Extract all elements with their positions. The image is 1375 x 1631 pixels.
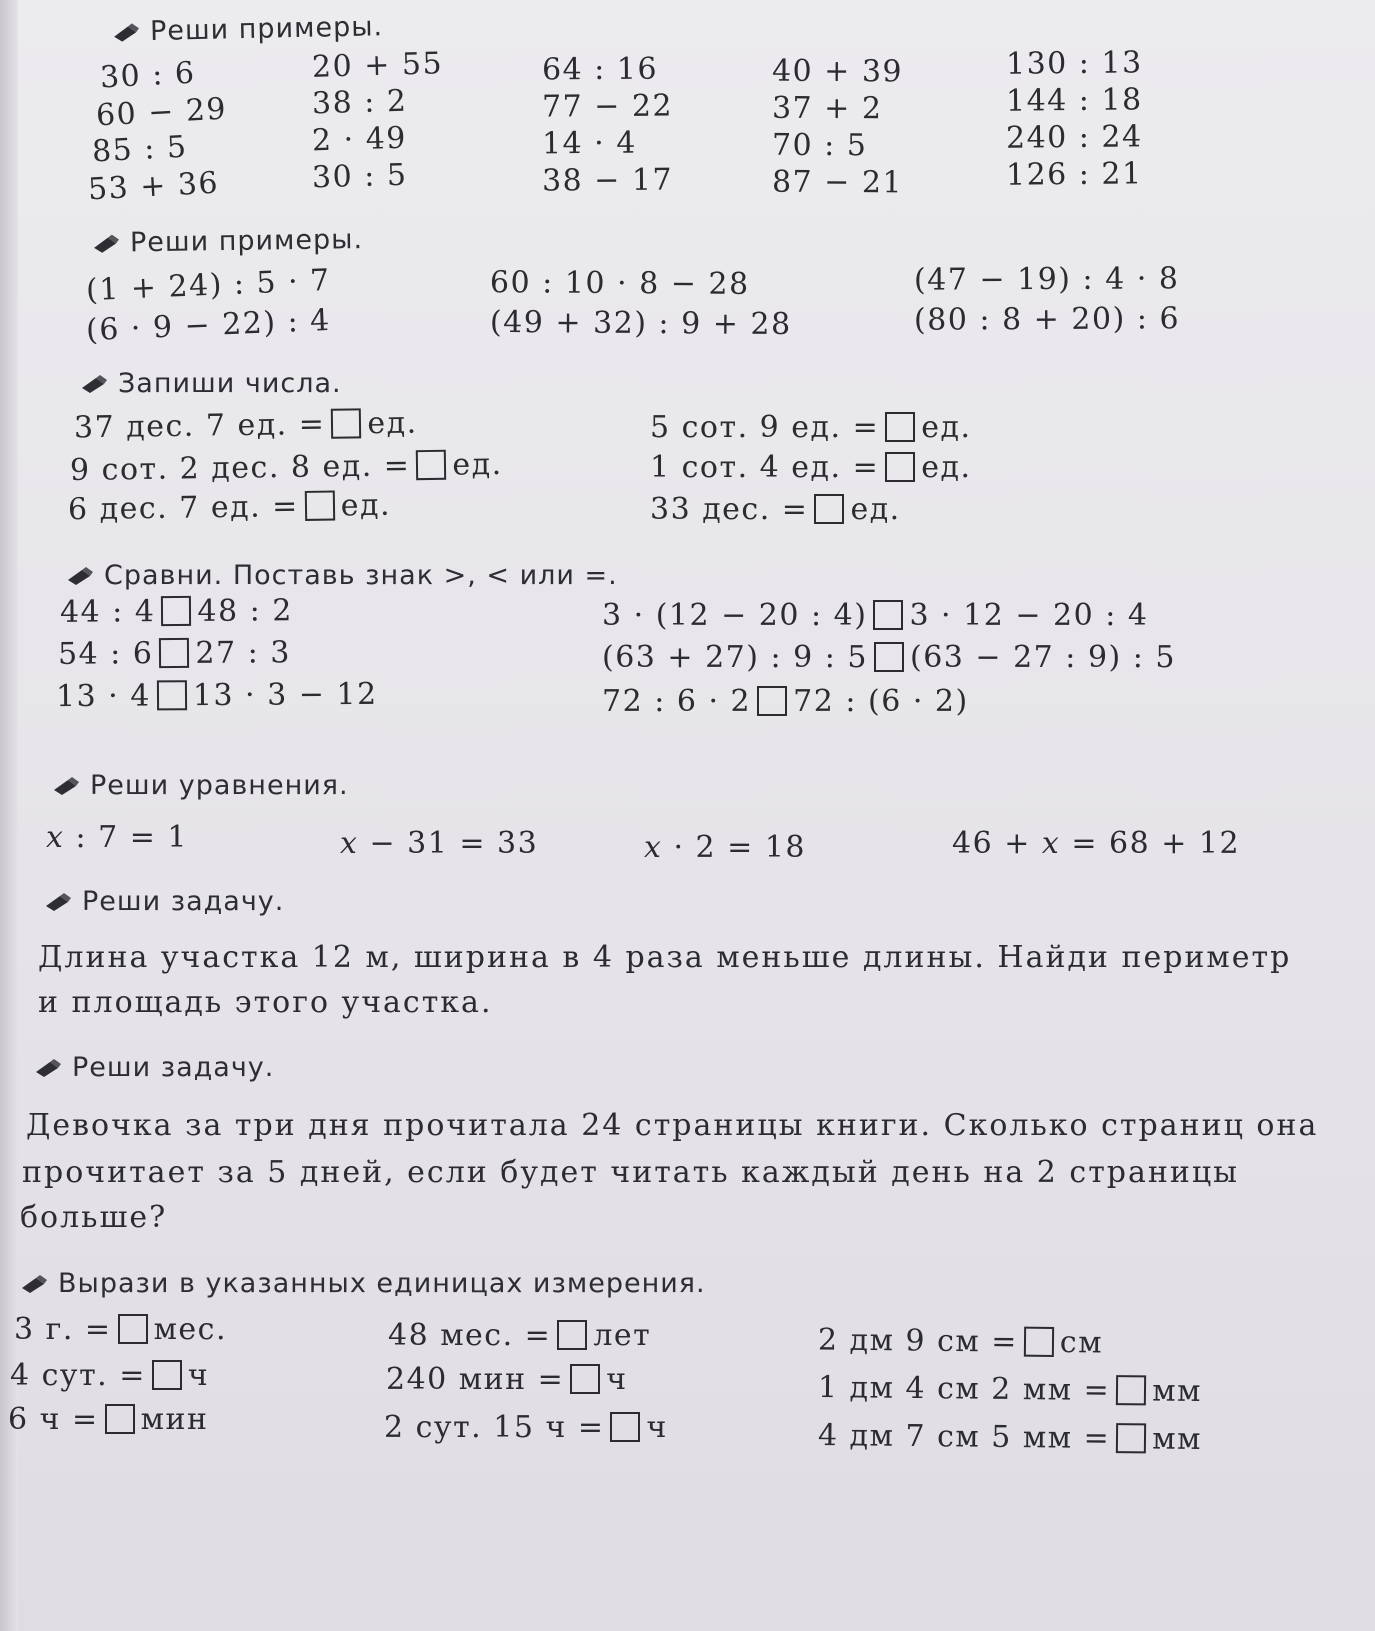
answer-box[interactable] xyxy=(814,494,844,524)
unit-label: ч xyxy=(646,1410,668,1445)
compare-row xyxy=(602,684,969,719)
problem-2-line-1: Девочка за три дня прочитала 24 страницы книги. Сколько страниц она xyxy=(26,1108,1319,1143)
compare-row xyxy=(56,677,378,714)
unit-label: ч xyxy=(187,1358,210,1393)
section-header-text: Вырази в указанных единицах измерения. xyxy=(58,1268,706,1299)
expression: 33 дес. = xyxy=(650,492,809,527)
example: 85 : 5 xyxy=(91,129,189,170)
section-header-compare xyxy=(66,560,618,591)
example: 14 · 4 xyxy=(541,125,637,162)
expression: 6 ч = xyxy=(8,1402,99,1437)
expression: 6 дес. 7 ед. = xyxy=(67,489,300,528)
left-expression: 44 : 4 xyxy=(59,594,156,630)
unit-label: ед. xyxy=(452,446,503,483)
right-expression: 48 : 2 xyxy=(197,593,294,629)
example: 37 + 2 xyxy=(771,90,883,127)
unit-conversion-row xyxy=(384,1410,668,1445)
section-header-equations xyxy=(52,770,349,801)
example: 70 : 5 xyxy=(771,127,868,164)
section-header-problem-2 xyxy=(34,1052,274,1083)
expression: 5 сот. 9 ед. = xyxy=(650,410,880,445)
unit-label: мм xyxy=(1152,1373,1203,1410)
example: 38 : 2 xyxy=(311,83,408,122)
pencil-icon xyxy=(44,888,72,908)
answer-box[interactable] xyxy=(161,596,191,626)
unit-conversion-row xyxy=(8,1402,208,1437)
example: 20 + 55 xyxy=(311,46,444,85)
pencil-icon xyxy=(20,1270,48,1290)
example: (47 − 19) : 4 · 8 xyxy=(913,261,1180,298)
equation xyxy=(340,826,538,861)
section-header-units xyxy=(20,1268,706,1299)
left-expression: 72 : 6 · 2 xyxy=(602,684,752,719)
variable-x: x xyxy=(46,820,65,855)
left-expression: 54 : 6 xyxy=(57,636,154,672)
example: 60 : 10 · 8 − 28 xyxy=(489,265,750,302)
equation xyxy=(644,830,806,865)
example: 240 : 24 xyxy=(1005,119,1143,156)
section-header-text: Реши уравнения. xyxy=(90,770,349,801)
example: 144 : 18 xyxy=(1005,82,1143,119)
expression: 1 сот. 4 ед. = xyxy=(650,450,880,485)
example: 87 − 21 xyxy=(771,164,904,201)
unit-conversion-row xyxy=(818,1418,1202,1457)
equation-rest: : 7 = 1 xyxy=(64,820,188,855)
section-header-solve-2 xyxy=(92,224,364,259)
section-header-solve-1 xyxy=(112,11,384,48)
unit-label: ч xyxy=(606,1362,628,1397)
problem-2-line-3: больше? xyxy=(20,1200,168,1235)
section-header-text: Реши задачу. xyxy=(72,1052,275,1083)
equation-rest: = 68 + 12 xyxy=(1060,826,1241,861)
answer-box[interactable] xyxy=(105,1404,135,1434)
section-header-text: Реши задачу. xyxy=(82,886,285,917)
right-expression: 27 : 3 xyxy=(195,635,292,671)
equation xyxy=(46,820,188,855)
equation-rest: − 31 = 33 xyxy=(358,826,539,861)
problem-2-line-2: прочитает за 5 дней, если будет читать каждый день на 2 страницы xyxy=(22,1155,1240,1190)
unit-conversion-row xyxy=(14,1312,227,1347)
answer-box[interactable] xyxy=(152,1360,182,1390)
unit-label: мин xyxy=(140,1402,209,1437)
example: 60 − 29 xyxy=(95,91,228,134)
unit-label: лет xyxy=(593,1318,652,1353)
example: 77 − 22 xyxy=(541,88,674,125)
example: (1 + 24) : 5 · 7 xyxy=(85,262,332,309)
answer-box[interactable] xyxy=(159,638,189,668)
variable-x: x xyxy=(1041,826,1061,861)
example: 53 + 36 xyxy=(87,165,220,208)
left-expression: 13 · 4 xyxy=(55,678,151,715)
expression: 4 сут. = xyxy=(10,1358,146,1393)
section-header-text: Сравни. Поставь знак >, < или =. xyxy=(104,560,618,591)
example: (49 + 32) : 9 + 28 xyxy=(489,304,792,343)
example: 40 + 39 xyxy=(771,53,904,90)
unit-label: ед. xyxy=(921,410,972,445)
unit-conversion-row xyxy=(818,1370,1202,1409)
pencil-icon xyxy=(34,1054,62,1074)
expression: 9 сот. 2 дес. 8 ед. = xyxy=(69,448,411,489)
conversion-row xyxy=(70,447,503,488)
section-header-write-numbers xyxy=(80,368,342,399)
example: (6 · 9 − 22) : 4 xyxy=(85,302,332,349)
example: 30 : 6 xyxy=(99,55,197,96)
answer-box[interactable] xyxy=(1024,1327,1054,1357)
section-header-problem-1 xyxy=(44,886,284,917)
conversion-row xyxy=(650,450,971,485)
right-expression: 3 · 12 − 20 : 4 xyxy=(909,598,1149,633)
problem-1-line-1: Длина участка 12 м, ширина в 4 раза меньше длины. Найди периметр xyxy=(38,940,1292,975)
answer-box[interactable] xyxy=(157,680,187,710)
unit-label: мес. xyxy=(153,1312,227,1347)
answer-box[interactable] xyxy=(757,686,787,716)
example: 2 · 49 xyxy=(311,120,408,159)
expression: 1 дм 4 см 2 мм = xyxy=(817,1369,1111,1409)
compare-row xyxy=(60,593,293,630)
unit-label: ед. xyxy=(850,492,901,527)
unit-label: ед. xyxy=(340,487,392,524)
compare-row xyxy=(602,640,1176,675)
answer-box[interactable] xyxy=(557,1320,587,1350)
answer-box[interactable] xyxy=(873,600,903,630)
expression: 37 дес. 7 ед. = xyxy=(73,406,326,446)
conversion-row xyxy=(650,410,971,445)
variable-x: x xyxy=(340,826,359,861)
conversion-row xyxy=(74,406,418,446)
example: 64 : 16 xyxy=(541,51,659,88)
unit-label: ед. xyxy=(921,450,972,485)
equation-rest: · 2 = 18 xyxy=(662,830,806,865)
answer-box[interactable] xyxy=(610,1412,640,1442)
pencil-icon xyxy=(80,370,108,390)
answer-box[interactable] xyxy=(416,450,446,480)
variable-x: x xyxy=(644,830,663,865)
answer-box[interactable] xyxy=(570,1364,600,1394)
left-expression: 3 · (12 − 20 : 4) xyxy=(602,598,868,633)
answer-box[interactable] xyxy=(1116,1423,1146,1453)
section-header-text: Запиши числа. xyxy=(118,368,342,399)
example: 38 − 17 xyxy=(541,162,674,199)
expression: 240 мин = xyxy=(386,1362,565,1397)
unit-label: ед. xyxy=(367,405,418,442)
unit-label: см xyxy=(1059,1325,1104,1361)
example: 130 : 13 xyxy=(1005,45,1143,82)
expression: 2 сут. 15 ч = xyxy=(384,1410,605,1445)
answer-box[interactable] xyxy=(1116,1375,1146,1405)
pencil-icon xyxy=(112,18,140,39)
expression: 3 г. = xyxy=(14,1312,112,1347)
conversion-row xyxy=(650,492,901,527)
compare-row xyxy=(602,598,1148,633)
left-expression: (63 + 27) : 9 : 5 xyxy=(602,640,868,675)
section-header-text: Реши примеры. xyxy=(129,224,364,259)
section-header-text: Реши примеры. xyxy=(149,11,384,48)
answer-box[interactable] xyxy=(118,1314,148,1344)
answer-box[interactable] xyxy=(331,408,361,438)
pencil-icon xyxy=(52,772,80,792)
example: 126 : 21 xyxy=(1005,156,1143,193)
unit-conversion-row xyxy=(10,1358,209,1393)
answer-box[interactable] xyxy=(885,412,915,442)
unit-conversion-row xyxy=(388,1318,651,1353)
answer-box[interactable] xyxy=(885,452,915,482)
expression: 2 дм 9 см = xyxy=(817,1322,1019,1360)
unit-conversion-row xyxy=(818,1323,1103,1361)
conversion-row xyxy=(68,488,392,528)
equation xyxy=(952,826,1240,861)
pencil-icon xyxy=(66,562,94,582)
expression: 4 дм 7 см 5 мм = xyxy=(817,1417,1111,1457)
example: 30 : 5 xyxy=(311,157,408,196)
right-expression: 13 · 3 − 12 xyxy=(192,676,378,714)
compare-row xyxy=(58,635,291,672)
right-expression: 72 : (6 · 2) xyxy=(793,684,969,719)
problem-1-line-2: и площадь этого участка. xyxy=(38,985,493,1020)
example: (80 : 8 + 20) : 6 xyxy=(913,301,1181,338)
unit-label: мм xyxy=(1152,1421,1203,1458)
answer-box[interactable] xyxy=(874,642,904,672)
equation-prefix: 46 + xyxy=(952,826,1042,861)
pencil-icon xyxy=(92,230,120,250)
expression: 48 мес. = xyxy=(388,1318,552,1353)
unit-conversion-row xyxy=(386,1362,628,1397)
right-expression: (63 − 27 : 9) : 5 xyxy=(910,640,1176,675)
answer-box[interactable] xyxy=(305,491,335,521)
